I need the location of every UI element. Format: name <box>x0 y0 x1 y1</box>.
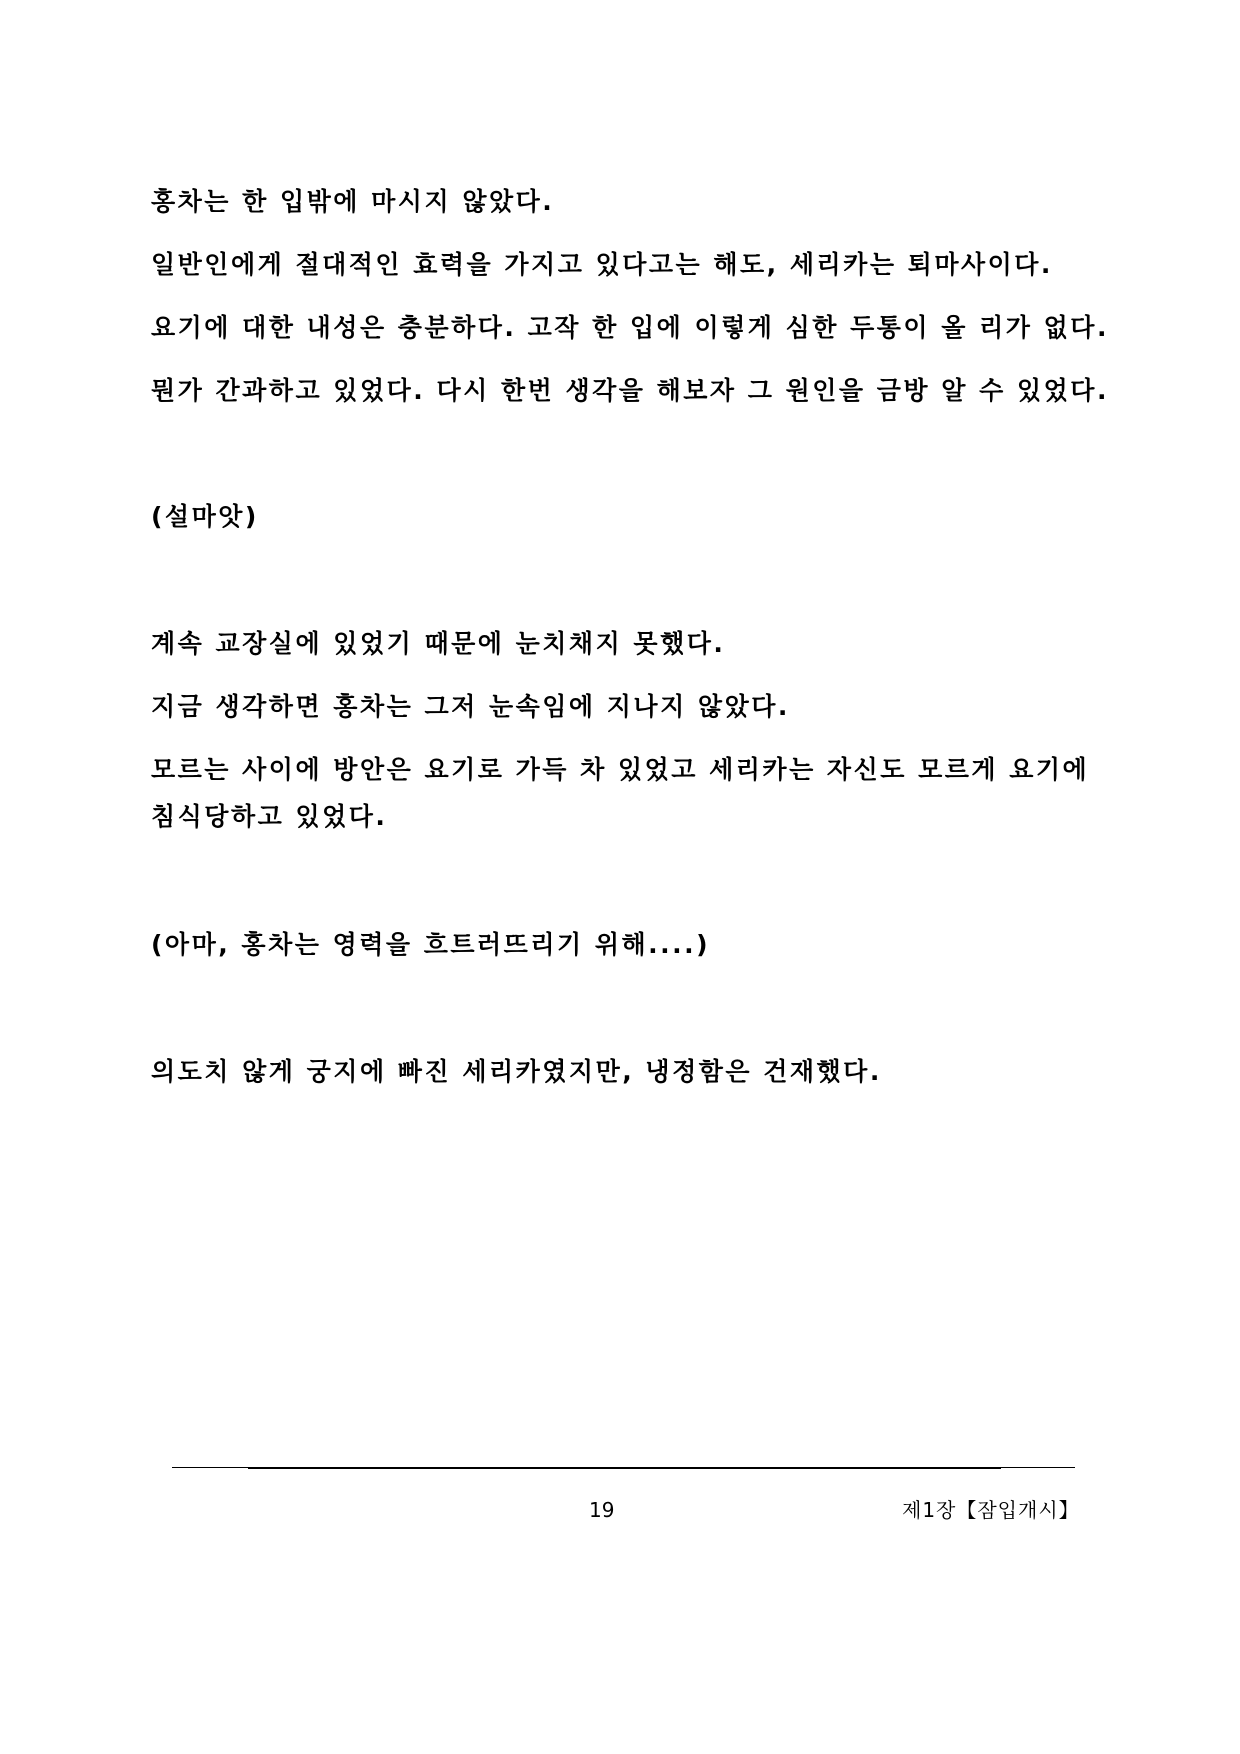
paragraph-line: 일반인에게 절대적인 효력을 가지고 있다고는 해도, 세리카는 퇴마사이다. <box>151 250 1053 279</box>
paragraph-line: 의도치 않게 궁지에 빠진 세리카였지만, 냉정함은 건재했다. <box>151 1057 882 1086</box>
paragraph-line: 지금 생각하면 홍차는 그저 눈속임에 지나지 않았다. <box>151 692 790 721</box>
chapter-label: 제1장【잠입개시】 <box>902 1498 1080 1522</box>
paragraph-line: 뭔가 간과하고 있었다. 다시 한번 생각을 해보자 그 원인을 금방 알 수 있었다. <box>151 376 1109 405</box>
paragraph-line: 홍차는 한 입밖에 마시지 않았다. <box>151 187 555 216</box>
paragraph-line: (설마앗) <box>151 502 259 531</box>
paragraph-line: 계속 교장실에 있었기 때문에 눈치채지 못했다. <box>151 629 726 658</box>
paragraph-line: (아마, 홍차는 영력을 흐트러뜨리기 위해....) <box>151 930 711 959</box>
paragraph-line: 모르는 사이에 방안은 요기로 가득 차 있었고 세리카는 자신도 모르게 요기에 <box>151 755 1090 784</box>
page-number: 19 <box>589 1498 615 1522</box>
paragraph-line: 침식당하고 있었다. <box>151 802 388 831</box>
paragraph-line: 요기에 대한 내성은 충분하다. 고작 한 입에 이렇게 심한 두통이 올 리가 없다. <box>151 313 1109 342</box>
footer-divider-accent <box>248 1467 1001 1469</box>
